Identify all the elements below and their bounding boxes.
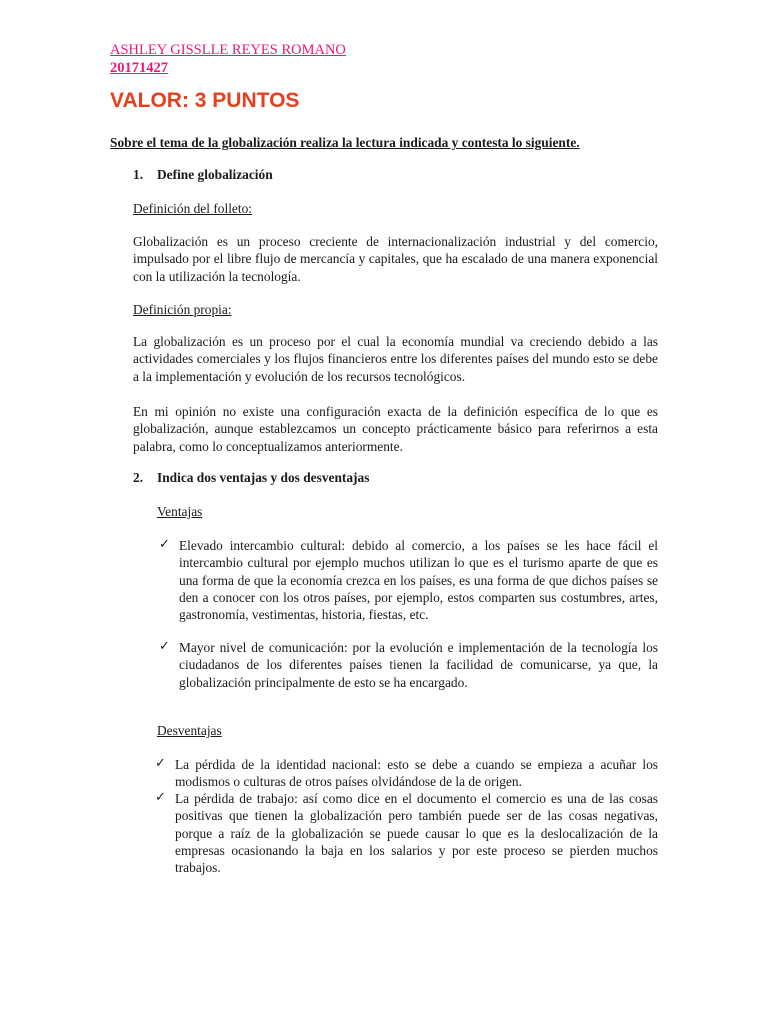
check-icon: ✓ (155, 755, 166, 770)
desventajas-label: Desventajas (157, 723, 222, 738)
question-1-heading (133, 166, 273, 183)
opinion-text: En mi opinión no existe una configuración exacta de la definición específica de lo que es globalización, aunque establezcamos un concepto prácticamente básico para referirnos a esta palabra, como lo conceptualizamos anteriormente. (133, 404, 658, 454)
question-2-title: Indica dos ventajas y dos desventajas (157, 470, 370, 485)
student-id: 20171427 (110, 60, 168, 76)
check-icon: ✓ (159, 536, 170, 551)
ventajas-label: Ventajas (157, 504, 203, 519)
question-1-title: Define globalización (157, 167, 273, 182)
student-name: ASHLEY GISSLLE REYES ROMANO (110, 42, 346, 58)
check-icon: ✓ (155, 789, 166, 804)
definicion-propia-label: Definición propia: (133, 302, 232, 317)
desventaja-item-1: La pérdida de la identidad nacional: esto se debe a cuando se empieza a acuñar los modismos o culturas de otros países olvidándose de la de origen. (175, 757, 658, 790)
definicion-folleto-label: Definición del folleto: (133, 201, 252, 216)
ventaja-item-2: Mayor nivel de comunicación: por la evolución e implementación de la tecnología los ciudadanos de los diferentes países tienen la facilidad de comunicarse, ya que, la globalización principalmente de esto se ha encargado. (179, 640, 658, 690)
ventaja-item-1: Elevado intercambio cultural: debido al comercio, a los países se les hace fácil el intercambio cultural por ejemplo muchos utilizan lo que es el turismo aparte de que es una forma de que la economía crezca en los países, es una forma de que dichos países se den a conocer con los otros países, por ejemplo, estos comparten sus costumbres, artes, gastronomía, vestimentas, historia, fiestas, etc. (179, 538, 658, 623)
instruction-text: Sobre el tema de la globalización realiza la lectura indicada y contesta lo siguiente. (110, 135, 580, 150)
definicion-folleto-text: Globalización es un proceso creciente de internacionalización industrial y del comercio, impulsado por el libre flujo de mercancía y capitales, que ha escalado de una manera exponencial con la utilización la tecnología. (133, 234, 658, 284)
question-2-heading (133, 469, 369, 486)
valor-heading: VALOR: 3 PUNTOS (110, 89, 300, 112)
definicion-propia-text: La globalización es un proceso por el cual la economía mundial va creciendo debido a las actividades comerciales y los flujos financieros entre los diferentes países del mundo esto se debe a la implementación y evolución de los recursos tecnológicos. (133, 334, 658, 384)
question-1-number: 1. (133, 167, 144, 182)
question-2-number: 2. (133, 470, 144, 485)
check-icon: ✓ (159, 638, 170, 653)
desventaja-item-2: La pérdida de trabajo: así como dice en el documento el comercio es una de las cosas positivas que tienen la globalización pero también puede ser de las cosas negativas, porque a raíz de la globalización se puede causar lo que es la deslocalización de la empresas ocasionando la baja en los salarios y por este proceso se pierden muchos trabajos. (175, 791, 658, 876)
